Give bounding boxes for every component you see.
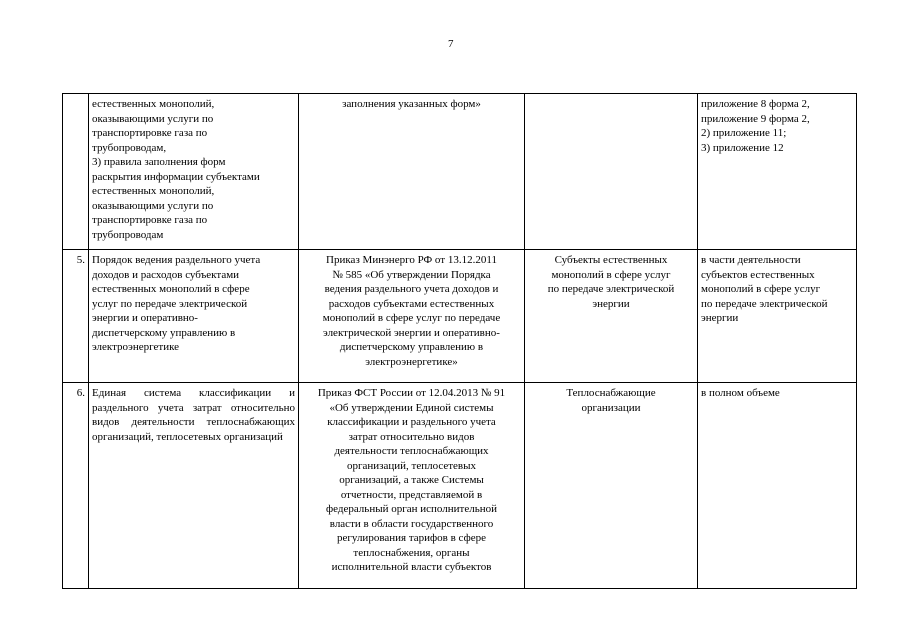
text-line: классификации и раздельного учета [327,416,496,428]
table-row [63,250,857,383]
text-line: естественных монополий, [92,98,215,110]
text-line: субъектов естественных [701,268,815,281]
page-number: 7 [448,38,454,50]
text-line: ведения раздельного учета доходов и [324,283,499,295]
text-line: расходов субъектами естественных [328,297,495,310]
requirement-name [89,250,299,383]
row-number: 5. [63,250,89,383]
text-line: организаций, теплосетевых [346,459,477,472]
text-line: транспортировке газа по [92,214,208,226]
text-line: Порядок ведения раздельного учета [92,254,261,266]
text-line: энергии [701,312,739,324]
text-line: 3) приложение 12 [701,141,784,154]
text-line: организации [581,401,641,414]
scope [698,383,857,589]
text-line: «Об утверждении Единой системы [329,401,494,414]
text-line: приложение 9 форма 2, [701,112,810,125]
text-line: в полном объеме [701,387,780,399]
legal-act [299,250,525,383]
subject [525,94,698,250]
text-line: энергии и оперативно- [92,312,198,324]
text-line: монополий в сфере услуг по передаче [322,312,501,324]
text-line: затрат относительно видов [348,430,475,443]
text-line: Приказ Минэнерго РФ от 13.12.2011 [326,254,497,266]
text-line: диспетчерскому управлению в [92,326,236,339]
subject [525,250,698,383]
text-line: 2) приложение 11; [701,127,787,139]
text-line: власти в области государственного [329,517,494,530]
text-line: 3) правила заполнения форм [92,156,226,168]
text-line: монополий в сфере услуг [701,283,821,295]
text-line: организаций, а также Системы [339,474,484,486]
row-number [63,94,89,250]
text-line: диспетчерскому управлению в [339,341,484,353]
text-line: отчетности, представляемой в [340,488,483,501]
text-line: транспортировке газа по [92,127,208,139]
text-line: доходов и расходов субъектами [92,268,240,281]
requirements-table [62,93,857,589]
text-line: приложение 8 форма 2, [701,98,810,110]
text-line: № 585 «Об утверждении Порядка [332,268,491,281]
text-line: Субъекты естественных [554,254,668,266]
table-row [63,383,857,589]
text-line: деятельности теплоснабжающих [334,445,489,457]
text-line: оказывающими услуги по [92,112,214,125]
text-line: Приказ ФСТ России от 12.04.2013 № 91 [317,387,506,399]
legal-act [299,383,525,589]
scope [698,250,857,383]
text-line: раскрытия информации субъектами [92,170,260,183]
text-line: федеральный орган исполнительной [325,503,497,515]
text-line: трубопроводам, [92,141,167,154]
text-line: исполнительной власти субъектов [331,561,492,573]
text-line: монополий в сфере услуг [551,268,671,281]
text-line: энергии [592,297,630,310]
text-line: трубопроводам [92,228,164,241]
text-line: услуг по передаче электрической [92,297,248,310]
table-row [63,94,857,250]
text-line: естественных монополий, [92,185,215,197]
text-line: теплоснабжения, органы [353,546,470,559]
legal-act [299,94,525,250]
requirement-name: Единая система классификации и раздельного учета затрат относительно видов деятельности теплоснабжающих организаций, теплосетевых организаций [89,383,299,589]
text-line: электрической энергии и оперативно- [323,326,500,339]
requirement-name [89,94,299,250]
text-line: заполнения указанных форм» [342,98,481,110]
text-line: в части деятельности [701,254,801,266]
text-line: естественных монополий в сфере [92,283,250,295]
text-line: Теплоснабжающие [566,387,656,399]
text-line: по передаче электрической [701,297,828,310]
text-line: по передаче электрической [547,283,675,295]
scope [698,94,857,250]
text-line: регулирования тарифов в сфере [337,532,486,544]
text-line: электроэнергетике [92,341,180,353]
subject [525,383,698,589]
text-line: оказывающими услуги по [92,199,214,212]
row-number: 6. [63,383,89,589]
text-line: электроэнергетике» [365,355,458,368]
